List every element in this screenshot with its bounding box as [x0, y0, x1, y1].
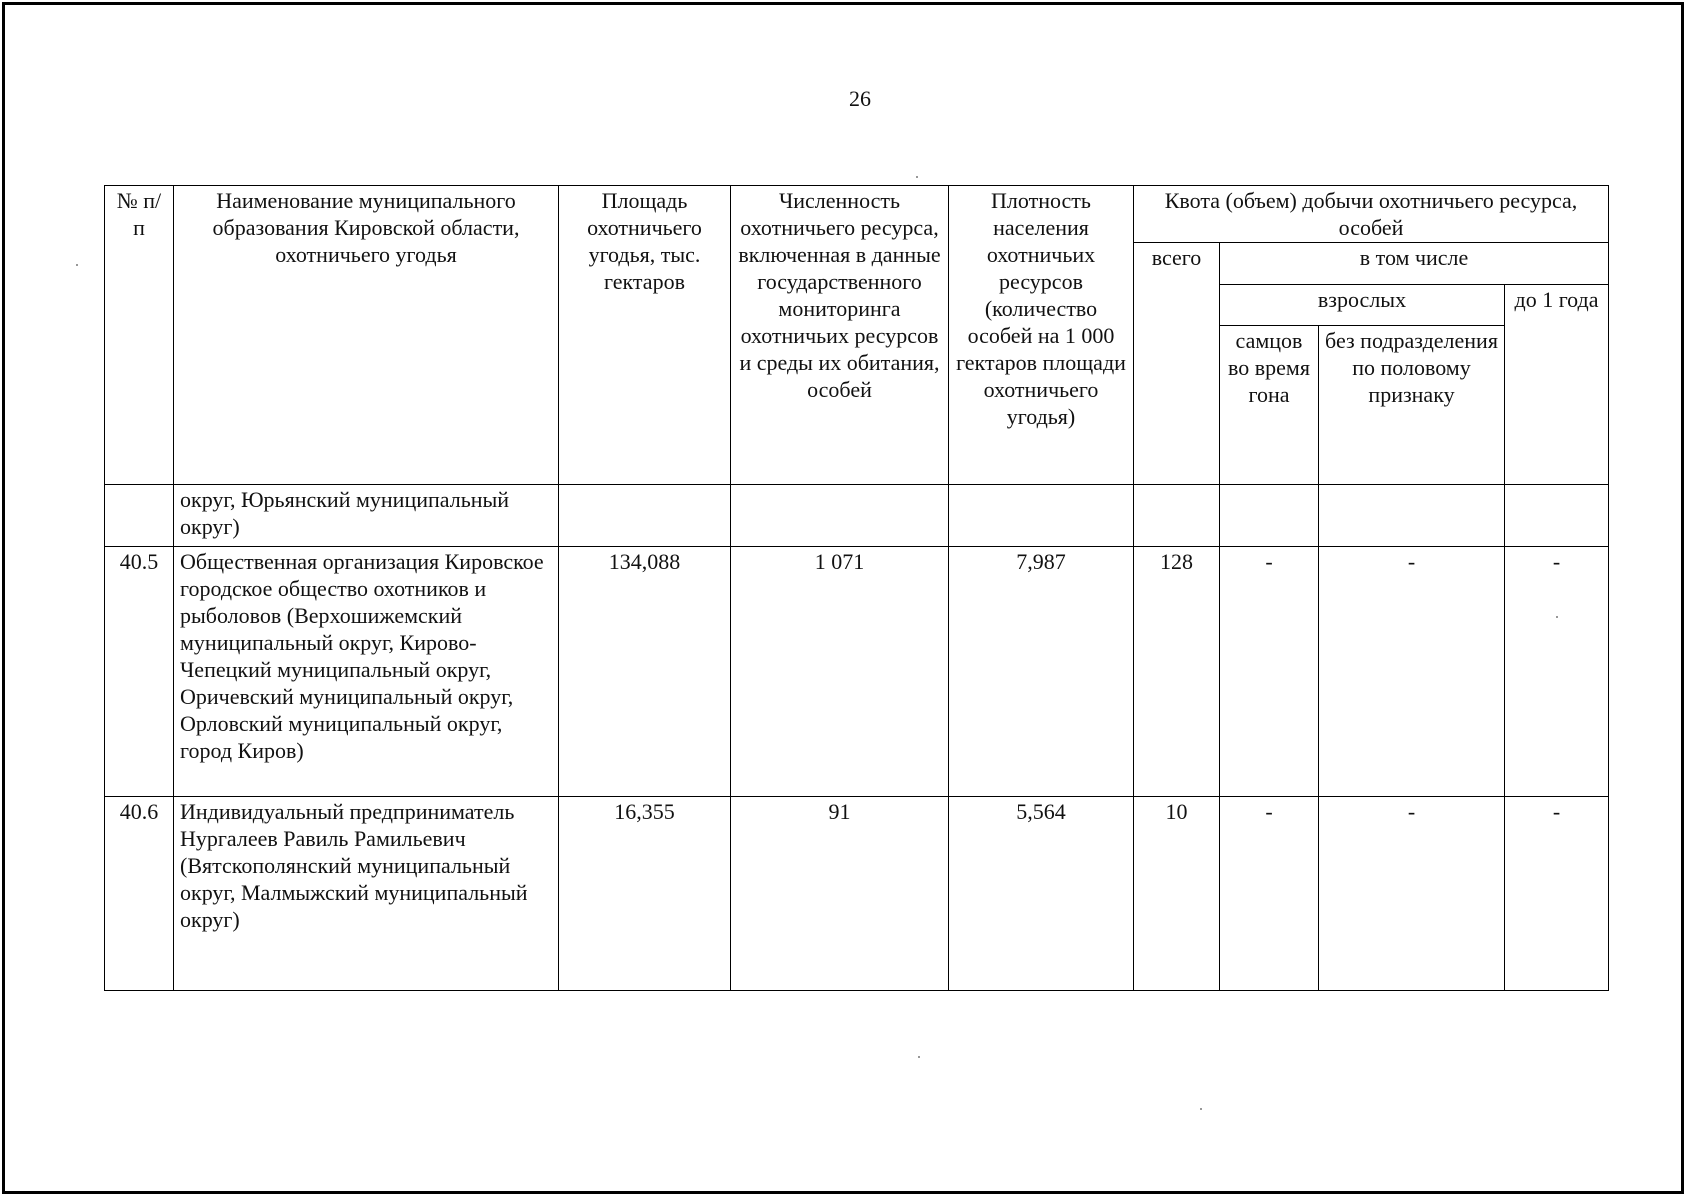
header-males-rut: самцов во время гона [1220, 326, 1319, 485]
cell-total: 10 [1134, 797, 1220, 991]
hunting-quota-table [104, 185, 1609, 991]
header-adults: взрослых [1220, 285, 1505, 326]
cell-total: 128 [1134, 547, 1220, 797]
cell-no-sex-split: - [1319, 547, 1505, 797]
header-total: всего [1134, 243, 1220, 485]
cell-name: округ, Юрьянский муниципальный округ) [174, 485, 559, 547]
header-no-sex-split: без подразделения по половому признаку [1319, 326, 1505, 485]
scan-speck [1556, 616, 1558, 618]
cell-under-one: - [1505, 797, 1609, 991]
cell-density: 7,987 [949, 547, 1134, 797]
table-row [105, 797, 1609, 991]
scan-speck [1200, 1108, 1202, 1110]
header-num: № п/п [105, 186, 174, 485]
scan-speck [916, 176, 918, 178]
header-density: Плотность населения охотничьих ресурсов (количество особей на 1 000 гектаров площади охотничьего угодья) [949, 186, 1134, 485]
header-under-one: до 1 года [1505, 285, 1609, 485]
cell-area: 134,088 [559, 547, 731, 797]
cell-total [1134, 485, 1220, 547]
header-quota: Квота (объем) добычи охотничьего ресурса, особей [1134, 186, 1609, 243]
header-area: Площадь охотничьего угодья, тыс. гектаров [559, 186, 731, 485]
cell-males-rut: - [1220, 547, 1319, 797]
scan-speck [76, 264, 78, 266]
cell-under-one [1505, 485, 1609, 547]
header-count: Численность охотничьего ресурса, включенная в данные государственного мониторинга охотничьих ресурсов и среды их обитания, особей [731, 186, 949, 485]
page-number: 26 [849, 86, 871, 111]
cell-males-rut [1220, 485, 1319, 547]
header-including: в том числе [1220, 243, 1609, 285]
cell-males-rut: - [1220, 797, 1319, 991]
cell-count: 1 071 [731, 547, 949, 797]
cell-under-one: - [1505, 547, 1609, 797]
cell-name: Общественная организация Кировское городское общество охотников и рыболовов (Верхошижемский муниципальный округ, Кирово-Чепецкий муниципальный округ, Оричевский муниципальный округ, Орловский муниципальный округ, город Киров) [174, 547, 559, 797]
cell-count [731, 485, 949, 547]
header-name: Наименование муниципального образования Кировской области, охотничьего угодья [174, 186, 559, 485]
table-row [105, 485, 1609, 547]
cell-area [559, 485, 731, 547]
scan-speck [918, 1056, 920, 1058]
cell-num [105, 485, 174, 547]
cell-area: 16,355 [559, 797, 731, 991]
cell-no-sex-split: - [1319, 797, 1505, 991]
cell-num: 40.6 [105, 797, 174, 991]
cell-density: 5,564 [949, 797, 1134, 991]
table-row [105, 547, 1609, 797]
cell-num: 40.5 [105, 547, 174, 797]
cell-density [949, 485, 1134, 547]
cell-name: Индивидуальный предприниматель Нургалеев Равиль Рамильевич (Вятскополянский муниципальный округ, Малмыжский муниципальный округ) [174, 797, 559, 991]
cell-count: 91 [731, 797, 949, 991]
cell-no-sex-split [1319, 485, 1505, 547]
